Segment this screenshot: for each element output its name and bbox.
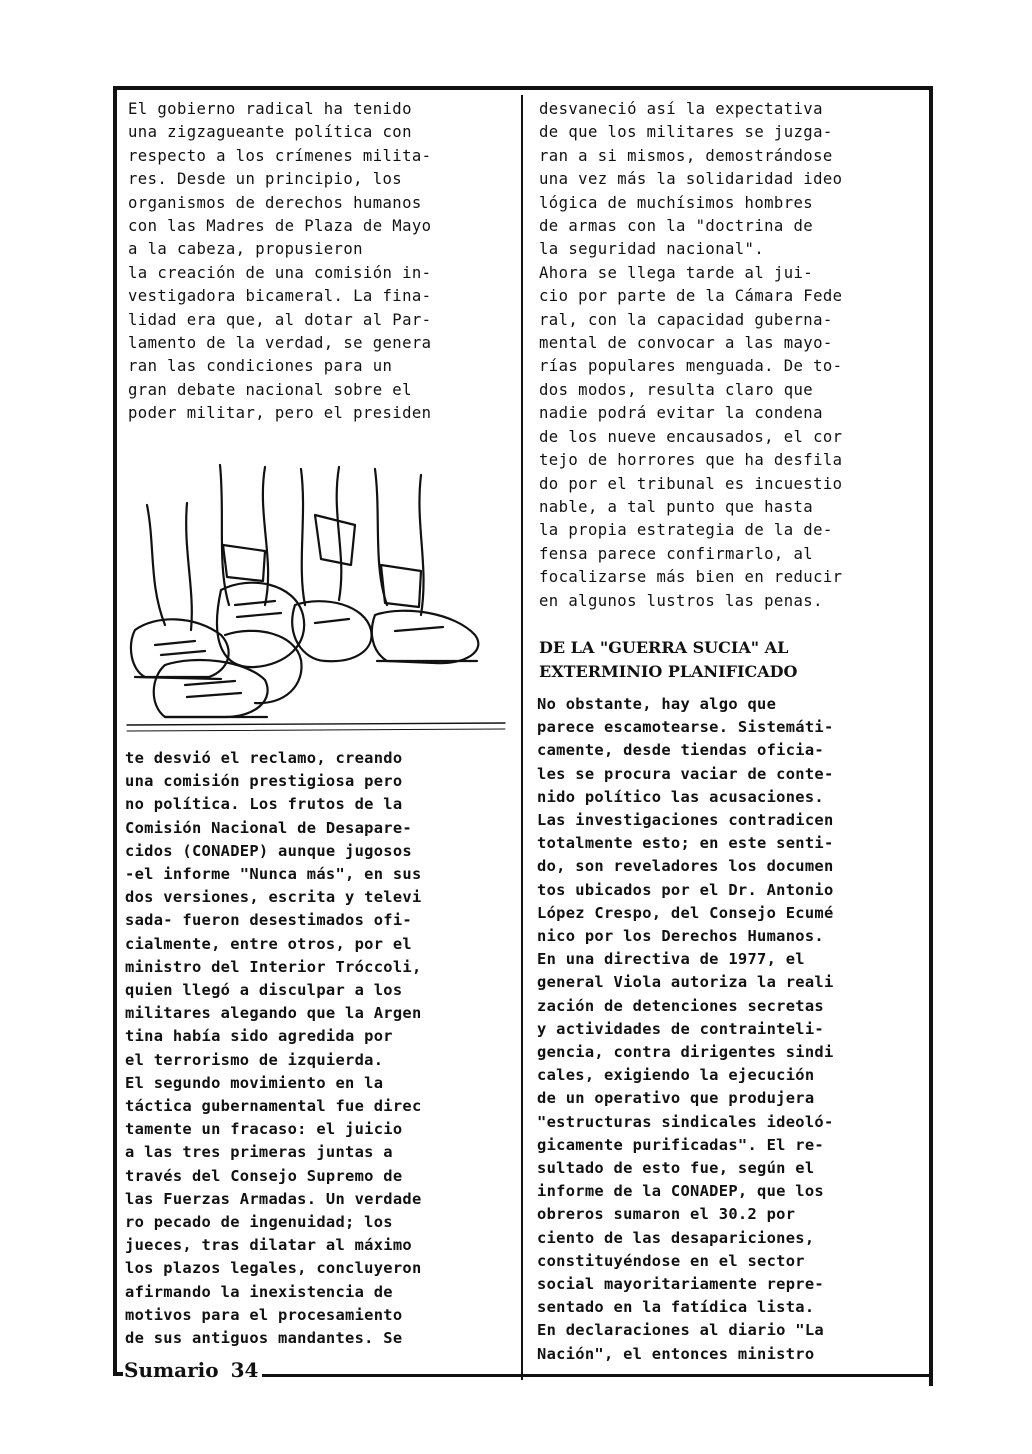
column-divider (521, 95, 523, 1380)
marching-boots-illustration (125, 455, 515, 740)
page-frame-right (929, 86, 933, 1386)
column-1-top-text: El gobierno radical ha tenido una zigzagueante política con respecto a los crímenes milita- res. Desde un principio, los organismos de derechos humanos con las Madres de Plaza de Mayo a la cabeza, propusieron la creación de una comisión in- vestigadora bicameral. La fina- lidad era que, al dotar al Par- lamento de la verdad, se genera ran las condiciones para un gran debate nacional sobre el poder militar, pero el presiden (128, 100, 432, 423)
column-2-top-text: desvaneció así la expectativa de que los militares se juzga- ran a si mismos, demostrándose una vez más la solidaridad ideo lógica de muchísimos hombres de armas con la "doctrina de la seguridad nacional". Ahora se llega tarde al jui- cio por parte de la Cámara Fede ral, con la capacidad guberna- mental de convocar a las mayo- rías populares menguada. De to- dos modos, resulta claro que nadie podrá evitar la condena de los nueve encausados, el cor tejo de horrores que ha desfila do por el tribunal es incuestio nable, a tal punto que hasta la propia estrategia de la de- fensa parece confirmarlo, al focalizarse más bien en reducir en algunos lustros las penas. (539, 100, 843, 610)
column-1-bottom-text: te desvió el reclamo, creando una comisión prestigiosa pero no política. Los frutos de la Comisión Nacional de Desapare- cidos (CONADEP) aunque jugosos -el informe "Nunca más", en sus dos versiones, escrita y televi sada- fueron desestimados ofi- cialmente, entre otros, por el ministro del Interior Tróccoli, quien llegó a disculpar a los militares alegando que la Argen tina había sido agredida por el terrorismo de izquierda. El segundo movimiento en la táctica gubernamental fue direc tamente un fracaso: el juicio a las tres primeras juntas a través del Consejo Supremo de las Fuerzas Armadas. Un verdade ro pecado de ingenuidad; los jueces, tras dilatar al máximo los plazos legales, concluyeron afirmando la inexistencia de motivos para el procesamiento de sus antiguos mandantes. Se (125, 749, 422, 1348)
page-frame-left (113, 86, 117, 1376)
footer-tick (113, 1372, 123, 1376)
footer-rule (262, 1374, 930, 1377)
column-2-bottom-text: No obstante, hay algo que parece escamotearse. Sistemáti- camente, desde tiendas oficia- les se procura vaciar de conte- nido político las acusaciones. Las investigaciones contradicen totalmente esto; en este senti- do, son reveladores los documen tos ubicados por el Dr. Antonio López Crespo, del Consejo Ecumé nico por los Derechos Humanos. En una directiva de 1977, el general Viola autoriza la reali zación de detenciones secretas y actividades de contrainteli- gencia, contra dirigentes sindi cales, exigiendo la ejecución de un operativo que produjera "estructuras sindicales ideoló- gicamente purificadas". El re- sultado de esto fue, según el informe de la CONADEP, que los obreros sumaron el 30.2 por ciento de las desapariciones, constituyéndose en el sector social mayoritariamente repre- sentado en la fatídica lista. En declaraciones al diario "La Nación", el entonces ministro (537, 695, 834, 1363)
footer-label: Sumario (124, 1358, 219, 1382)
page-number: 34 (230, 1358, 259, 1382)
section-heading: DE LA "GUERRA SUCIA" AL EXTERMINIO PLANIFICADO (539, 638, 798, 681)
page-frame-top (113, 86, 933, 90)
page-footer (124, 1358, 270, 1382)
